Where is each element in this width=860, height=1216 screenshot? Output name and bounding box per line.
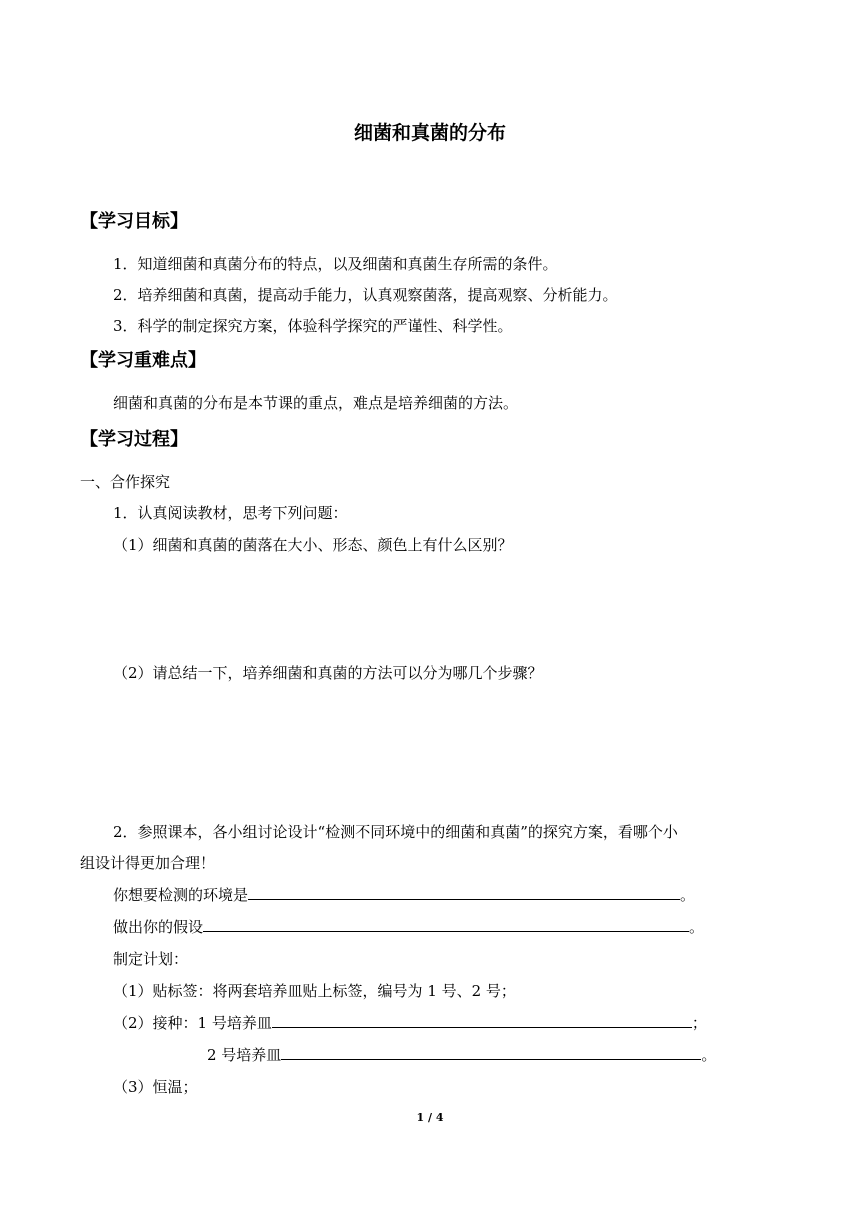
- page-title: 细菌和真菌的分布: [353, 122, 506, 144]
- dish-2-label: 2 号培养皿: [207, 1046, 282, 1064]
- step-2-label: （2）接种：1 号培养皿: [113, 1014, 272, 1032]
- part-heading: 一、合作探究: [80, 473, 171, 491]
- plan-step-1: （1）贴标签：将两套培养皿贴上标签，编号为 1 号、2 号；: [113, 982, 516, 1000]
- plan-label: 制定计划：: [113, 950, 189, 968]
- goal-item: 3．科学的制定探究方案，体验科学探究的严谨性、科学性。: [113, 317, 513, 335]
- hypothesis-line: 做出你的假设 。: [113, 918, 705, 936]
- key-points-text: 细菌和真菌的分布是本节课的重点，难点是培养细菌的方法。: [113, 394, 519, 412]
- question-1-1: （1）细菌和真菌的菌落在大小、形态、颜色上有什么区别？: [113, 536, 513, 554]
- question-2-line: 2．参照课本，各小组讨论设计“检测不同环境中的细菌和真菌”的探究方案，看哪个小: [113, 823, 678, 841]
- environment-blank[interactable]: [248, 885, 680, 900]
- section-heading-goals: 【学习目标】: [80, 211, 188, 232]
- page-number: 1 / 4: [416, 1111, 444, 1124]
- plan-step-3: （3）恒温；: [113, 1078, 198, 1096]
- environment-line: 你想要检测的环境是 。: [113, 886, 696, 904]
- dish-1-blank[interactable]: [272, 1013, 692, 1028]
- section-heading-process: 【学习过程】: [80, 429, 188, 450]
- plan-step-2-dish-2: 2 号培养皿 。: [207, 1046, 717, 1064]
- environment-label: 你想要检测的环境是: [113, 886, 249, 904]
- dish-2-blank[interactable]: [281, 1045, 701, 1060]
- plan-step-2: （2）接种：1 号培养皿 ；: [113, 1014, 707, 1032]
- hypothesis-blank[interactable]: [203, 917, 689, 932]
- question-2-line: 组设计得更加合理！: [80, 854, 216, 872]
- question-1: 1．认真阅读教材，思考下列问题：: [113, 504, 348, 522]
- hypothesis-label: 做出你的假设: [113, 918, 204, 936]
- goal-item: 2．培养细菌和真菌，提高动手能力，认真观察菌落，提高观察、分析能力。: [113, 286, 618, 304]
- section-heading-key: 【学习重难点】: [80, 350, 206, 371]
- goal-item: 1．知道细菌和真菌分布的特点，以及细菌和真菌生存所需的条件。: [113, 255, 558, 273]
- question-1-2: （2）请总结一下，培养细菌和真菌的方法可以分为哪几个步骤？: [113, 664, 543, 682]
